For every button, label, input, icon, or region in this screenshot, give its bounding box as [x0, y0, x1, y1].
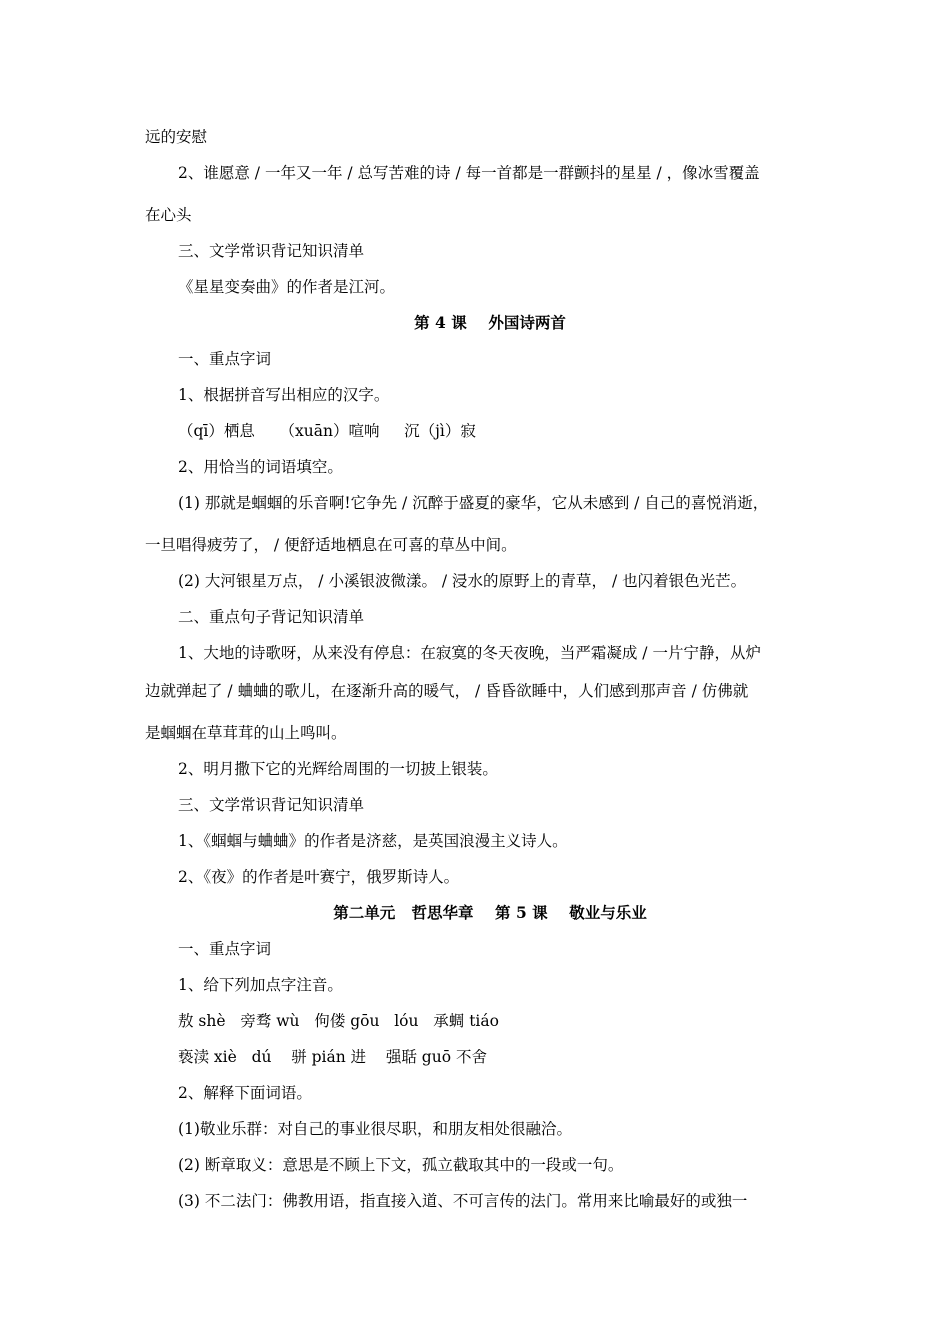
text-line: 2、用恰当的词语填空。 — [178, 458, 343, 476]
text-line: (2) 大河银星万点， / 小溪银波微漾。 / 浸水的原野上的青草， / 也闪着银色光芒。 — [178, 572, 747, 590]
text-line: 1、大地的诗歌呀，从来没有停息：在寂寞的冬天夜晚，当严霜凝成 / 一片宁静，从炉 — [178, 644, 761, 662]
text-line: 2、谁愿意 / 一年又一年 / 总写苦难的诗 / 每一首都是一群颤抖的星星 / ，像冰雪覆盖 — [178, 164, 760, 182]
text-line: （qī）栖息 （xuān）喧响 沉（jì）寂 — [178, 422, 476, 440]
text-line: 亵渎 xiè dú 骈 pián 进 强聒 guō 不舍 — [178, 1048, 487, 1066]
section-heading: 三、文学常识背记知识清单 — [178, 242, 365, 260]
text-line: 1、根据拼音写出相应的汉字。 — [178, 386, 390, 404]
text-line: 远的安慰 — [145, 128, 208, 146]
text-line: (1) 那就是蝈蝈的乐音啊!它争先 / 沉醉于盛夏的豪华，它从未感到 / 自己的喜悦消逝， — [178, 494, 769, 512]
text-line: 敖 shè 旁骛 wù 佝偻 gōu lóu 承蜩 tiáo — [178, 1012, 499, 1030]
text-line: 2、《夜》的作者是叶赛宁，俄罗斯诗人。 — [178, 868, 460, 886]
text-line: 1、《蝈蝈与蛐蛐》的作者是济慈，是英国浪漫主义诗人。 — [178, 832, 568, 850]
section-heading: 三、文学常识背记知识清单 — [178, 796, 365, 814]
text-line: 1、给下列加点字注音。 — [178, 976, 343, 994]
section-heading: 一、重点字词 — [178, 350, 272, 368]
text-line: 在心头 — [145, 206, 192, 224]
text-line: (1)敬业乐群：对自己的事业很尽职，和朋友相处很融洽。 — [178, 1120, 572, 1138]
text-line: 是蝈蝈在草茸茸的山上鸣叫。 — [145, 724, 347, 742]
text-line: 2、解释下面词语。 — [178, 1084, 312, 1102]
text-line: (2) 断章取义：意思是不顾上下文，孤立截取其中的一段或一句。 — [178, 1156, 624, 1174]
text-line: 一旦唱得疲劳了， / 便舒适地栖息在可喜的草丛中间。 — [145, 536, 517, 554]
text-line: 2、明月撒下它的光辉给周围的一切披上银装。 — [178, 760, 498, 778]
lesson-title: 第 4 课 外国诗两首 — [414, 313, 566, 332]
text-line: 边就弹起了 / 蛐蛐的歌儿，在逐渐升高的暖气， / 昏昏欲睡中，人们感到那声音 / 仿佛就 — [145, 682, 749, 700]
text-line: (3) 不二法门：佛教用语，指直接入道、不可言传的法门。常用来比喻最好的或独一 — [178, 1192, 748, 1210]
unit-lesson-title: 第二单元 哲思华章 第 5 课 敬业与乐业 — [333, 903, 647, 922]
section-heading: 二、重点句子背记知识清单 — [178, 608, 365, 626]
text-line: 《星星变奏曲》的作者是江河。 — [178, 278, 396, 296]
section-heading: 一、重点字词 — [178, 940, 272, 958]
